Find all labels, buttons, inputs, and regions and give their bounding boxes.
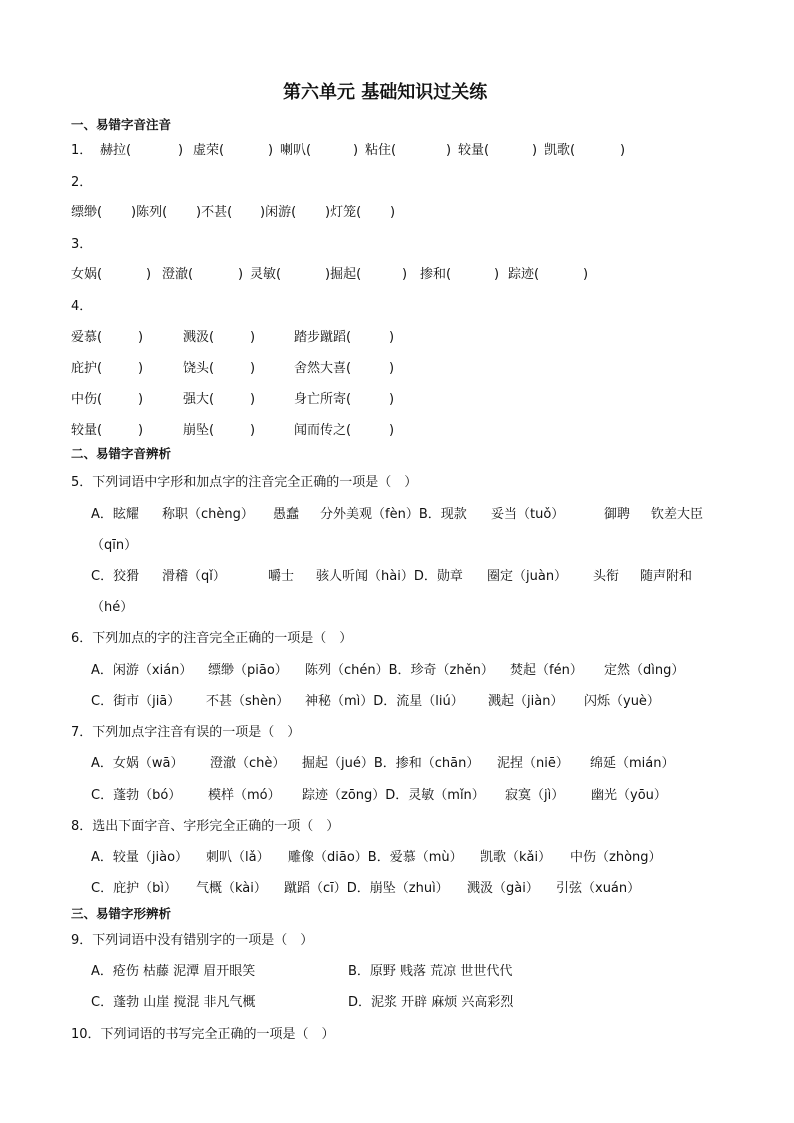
question-4-item: )	[250, 361, 256, 376]
question-4-item: 身亡所寄(	[294, 392, 352, 407]
question-4-item: )	[389, 392, 395, 407]
question-1-item: )	[446, 143, 452, 158]
question-1-item: )	[178, 143, 184, 158]
question-5-option: 称职（chèng）	[162, 507, 254, 522]
question-3-item: )掘起(	[325, 267, 362, 282]
question-1-item: )	[268, 143, 274, 158]
question-6-stem: 6．下列加点的字的注音完全正确的一项是（ ）	[71, 631, 353, 646]
question-7-option: 掘起（jué）B．掺和（chān）	[302, 756, 480, 771]
question-5-option: 愚蠢	[273, 507, 300, 522]
question-6-option: A．闲游（xián）	[91, 663, 193, 678]
question-3-item: 掺和(	[420, 267, 452, 282]
question-7-option: 踪迹（zōng）D．灵敏（mǐn）	[302, 788, 485, 803]
question-3-item: 女娲(	[71, 267, 103, 282]
question-9-option-b: B．原野 贱落 荒凉 世世代代	[348, 964, 513, 979]
question-9-option-a: A．疮伤 枯藤 泥潭 眉开眼笑	[91, 964, 256, 979]
question-5-option: 头衔	[593, 569, 620, 584]
question-1-item: 凯歌(	[544, 143, 576, 158]
section-heading-3: 三、易错字形辨析	[71, 906, 172, 921]
question-3-item: 踪迹(	[508, 267, 540, 282]
question-9-stem: 9．下列词语中没有错别字的一项是（ ）	[71, 933, 314, 948]
question-2-item: )不甚(	[196, 205, 233, 220]
question-8-stem: 8．选出下面字音、字形完全正确的一项（ ）	[71, 819, 340, 834]
question-4-number: 4．	[71, 299, 93, 314]
question-3-item: )	[494, 267, 500, 282]
question-7-option: 澄澈（chè）	[210, 756, 286, 771]
question-8-option: 凯歌（kǎi）	[480, 850, 552, 865]
question-6-option: 溅起（jiàn）	[488, 694, 564, 709]
question-4-item: 崩坠(	[183, 423, 215, 438]
question-3-item: )	[402, 267, 408, 282]
question-8-option: 中伤（zhòng）	[570, 850, 662, 865]
question-7-option: C．蓬勃（bó）	[91, 788, 182, 803]
question-6-option: C．街市（jiā）	[91, 694, 181, 709]
question-2-item: 缥缈(	[71, 205, 103, 220]
question-8-option: C．庇护（bì）	[91, 881, 177, 896]
question-3-item: 澄澈(	[162, 267, 194, 282]
question-8-option: 溅汲（gài）	[467, 881, 539, 896]
question-4-item: 庇护(	[71, 361, 103, 376]
question-2-item: )灯笼(	[325, 205, 362, 220]
question-5-option: 滑稽（qǐ）	[162, 569, 226, 584]
question-1-item: 虚荣(	[193, 143, 225, 158]
question-1-item: )	[353, 143, 359, 158]
section-heading-1: 一、易错字音注音	[71, 117, 172, 132]
question-4-item: 爱慕(	[71, 330, 103, 345]
question-1-item: )	[620, 143, 626, 158]
question-1-item: )	[532, 143, 538, 158]
question-3-item: 灵敏(	[250, 267, 282, 282]
question-1-item: 喇叭(	[280, 143, 312, 158]
question-5-option: 嚼士	[268, 569, 295, 584]
question-5-stem: 5．下列词语中字形和加点字的注音完全正确的一项是（ ）	[71, 475, 418, 490]
question-8-option: 气概（kài）	[196, 881, 267, 896]
question-8-option: 雕像（diāo）B．爱慕（mù）	[288, 850, 463, 865]
page-title: 第六单元 基础知识过关练	[283, 82, 488, 103]
question-6-option: 神秘（mì）D．流星（liú）	[305, 694, 464, 709]
question-4-item: 舍然大喜(	[294, 361, 352, 376]
question-5-option: C．狡猾	[91, 569, 140, 584]
question-4-item: 饶头(	[183, 361, 215, 376]
question-4-item: )	[138, 330, 144, 345]
section-heading-2: 二、易错字音辨析	[71, 446, 172, 461]
question-1-item: 较量(	[458, 143, 490, 158]
question-1-number: 1．	[71, 143, 93, 158]
question-5-option: A．眩耀	[91, 507, 139, 522]
question-6-option: 不甚（shèn）	[206, 694, 290, 709]
question-5-option: 钦差大臣	[651, 507, 704, 522]
question-6-option: 定然（dìng）	[604, 663, 685, 678]
question-6-option: 闪烁（yuè）	[584, 694, 660, 709]
question-5-option: 御聘	[604, 507, 631, 522]
question-8-option: 蹴蹈（cī）D．崩坠（zhuì）	[284, 881, 449, 896]
question-7-option: 模样（mó）	[208, 788, 281, 803]
question-4-item: 较量(	[71, 423, 103, 438]
question-2-number: 2．	[71, 175, 93, 190]
question-7-option: 绵延（mián）	[590, 756, 675, 771]
question-10-stem: 10．下列词语的书写完全正确的一项是（ ）	[71, 1027, 335, 1042]
question-5-option: 骇人听闻（hài）D．勋章	[316, 569, 463, 584]
question-7-option: 泥捏（niē）	[497, 756, 569, 771]
question-4-item: )	[138, 423, 144, 438]
question-6-option: 缥缈（piāo）	[208, 663, 288, 678]
question-5-option: （qīn）	[91, 538, 138, 553]
question-4-item: )	[250, 392, 256, 407]
question-3-item: )	[583, 267, 589, 282]
question-4-item: )	[138, 361, 144, 376]
question-4-item: )	[389, 361, 395, 376]
question-7-option: 寂寞（jì）	[505, 788, 565, 803]
question-9-option-c: C．蓬勃 山崖 搅混 非凡气概	[91, 995, 256, 1010]
question-4-item: 踏步蹴蹈(	[294, 330, 352, 345]
question-8-option: 刺叭（lǎ）	[206, 850, 270, 865]
question-2-item: )	[390, 205, 396, 220]
question-6-option: 陈列（chén）B．珍奇（zhěn）	[305, 663, 494, 678]
question-6-option: 焚起（fén）	[510, 663, 583, 678]
question-9-option-d: D．泥浆 开辟 麻烦 兴高彩烈	[348, 995, 514, 1010]
question-5-option: 分外美观（fèn）B．现款	[320, 507, 467, 522]
question-4-item: 闻而传之(	[294, 423, 352, 438]
question-5-option: 妥当（tuǒ）	[491, 507, 565, 522]
question-3-item: )	[238, 267, 244, 282]
question-3-number: 3．	[71, 237, 93, 252]
question-2-item: )陈列(	[131, 205, 168, 220]
question-8-option: 引弦（xuán）	[556, 881, 641, 896]
question-3-item: )	[146, 267, 152, 282]
question-1-item: 赫拉(	[100, 143, 132, 158]
question-7-option: A．女娲（wā）	[91, 756, 184, 771]
question-4-item: 强大(	[183, 392, 215, 407]
question-4-item: )	[389, 423, 395, 438]
question-5-option: （hé）	[91, 600, 134, 615]
question-4-item: )	[250, 423, 256, 438]
question-2-item: )闲游(	[260, 205, 297, 220]
question-7-option: 幽光（yōu）	[591, 788, 667, 803]
question-8-option: A．较量（jiào）	[91, 850, 189, 865]
question-5-option: 圈定（juàn）	[487, 569, 568, 584]
question-7-stem: 7．下列加点字注音有误的一项是（ ）	[71, 725, 301, 740]
question-4-item: )	[138, 392, 144, 407]
question-4-item: 中伤(	[71, 392, 103, 407]
question-4-item: )	[389, 330, 395, 345]
question-5-option: 随声附和	[640, 569, 693, 584]
question-1-item: 粘住(	[365, 143, 397, 158]
question-4-item: 溅汲(	[183, 330, 215, 345]
question-4-item: )	[250, 330, 256, 345]
